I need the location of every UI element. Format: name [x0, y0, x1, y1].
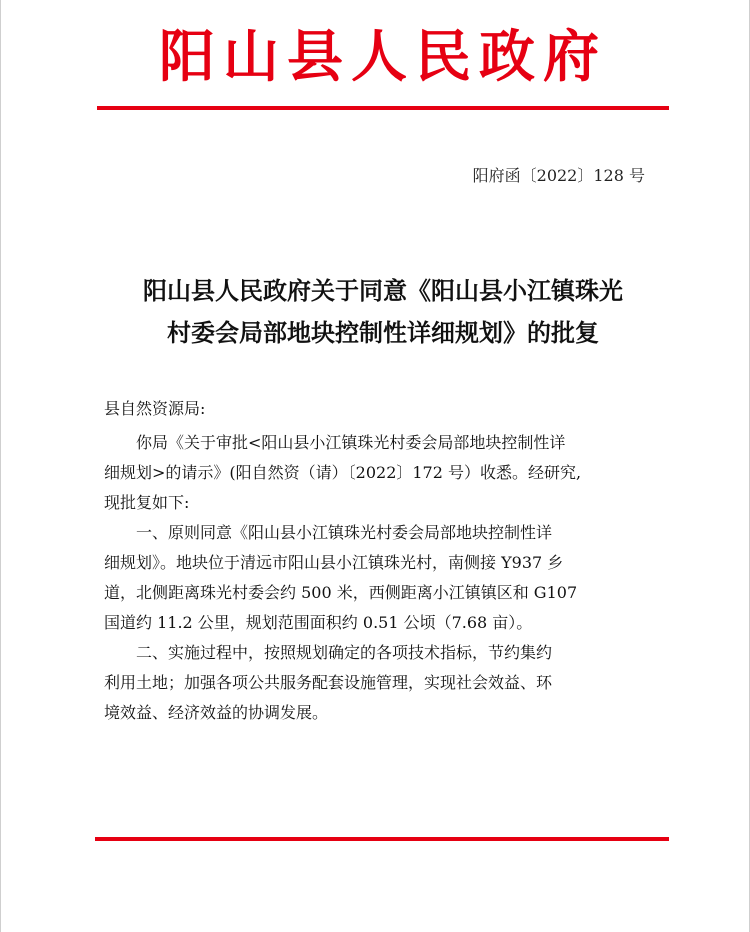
body-line: 细规划>的请示》(阳自然资（请）〔2022〕172 号）收悉。经研究,	[104, 463, 582, 482]
paragraph-item-2	[104, 638, 664, 728]
document-title	[97, 270, 669, 354]
body-line: 现批复如下:	[104, 493, 190, 512]
body-line: 境效益、经济效益的协调发展。	[104, 703, 329, 722]
body-line: 道，北侧距离珠光村委会约 500 米，西侧距离小江镇镇区和 G107	[104, 583, 578, 602]
body-line: 一、原则同意《阳山县小江镇珠光村委会局部地块控制性详	[104, 523, 553, 542]
document-number: 阳府函〔2022〕128 号	[472, 166, 645, 185]
addressee: 县自然资源局:	[104, 399, 206, 418]
paragraph-item-1	[104, 518, 664, 638]
document-title-line: 村委会局部地块控制性详细规划》的批复	[167, 318, 599, 347]
body-line: 二、实施过程中，按照规划确定的各项技术指标，节约集约	[104, 643, 553, 662]
body-line: 利用土地；加强各项公共服务配套设施管理，实现社会效益、环	[104, 673, 553, 692]
paragraph-intro	[104, 428, 664, 518]
body-line: 你局《关于审批<阳山县小江镇珠光村委会局部地块控制性详	[104, 433, 566, 452]
government-masthead: 阳山县人民政府	[159, 24, 607, 90]
bottom-red-rule	[95, 837, 669, 841]
document-body	[104, 428, 664, 728]
document-title-line: 阳山县人民政府关于同意《阳山县小江镇珠光	[143, 276, 623, 305]
top-red-rule	[97, 106, 669, 110]
body-line: 国道约 11.2 公里，规划范围面积约 0.51 公顷（7.68 亩）。	[104, 613, 533, 632]
body-line: 细规划》。地块位于清远市阳山县小江镇珠光村，南侧接 Y937 乡	[104, 553, 564, 572]
